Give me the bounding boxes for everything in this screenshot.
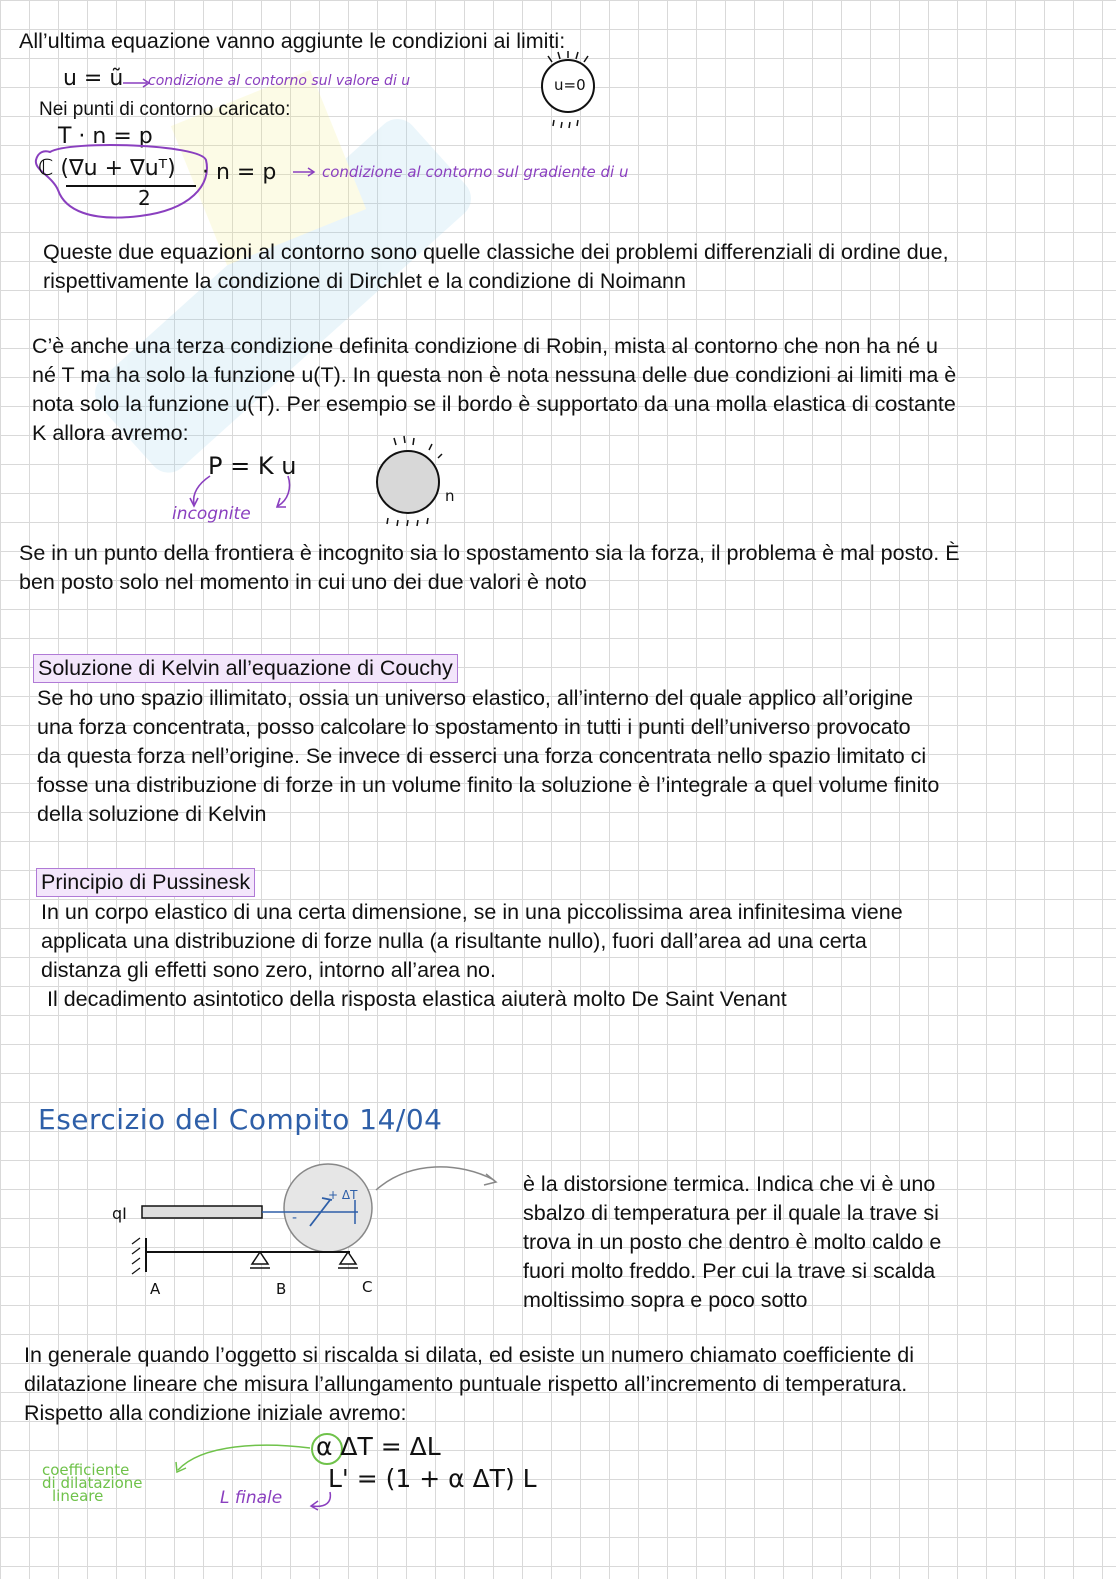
- coefficient-label-line2: di dilatazione: [42, 1474, 143, 1492]
- loaded-points-text: Nei punti di contorno caricato:: [39, 99, 291, 120]
- support-label-b: B: [276, 1280, 287, 1298]
- traction-formula: T · n = p: [58, 124, 153, 149]
- arrow-icon: [123, 77, 153, 89]
- dirichlet-formula: u = ũ: [63, 66, 124, 91]
- exercise-desc-line2: sbalzo di temperatura per il quale la trave si: [523, 1201, 939, 1225]
- circle-label: u=0: [554, 76, 586, 94]
- arrow-icon: [293, 166, 319, 178]
- para2-line4: K allora avremo:: [32, 421, 189, 445]
- pussinesk-heading: Principio di Pussinesk: [36, 868, 255, 897]
- kelvin-line5: della soluzione di Kelvin: [37, 802, 267, 826]
- plus-delta-t-label: + ΔT: [328, 1188, 358, 1202]
- para2-line3: nota solo la funzione u(T). Per esempio se il bordo è supportato da una molla elastica di costante: [32, 392, 956, 416]
- gradient-formula: ℂ (∇u + ∇uᵀ): [38, 156, 176, 181]
- coefficient-label-line3: lineare: [52, 1487, 104, 1505]
- exercise-desc-line3: trova in un posto che dentro è molto caldo e: [523, 1230, 942, 1254]
- minus-label: -: [292, 1210, 298, 1226]
- para4-line2: dilatazione lineare che misura l’allungamento puntuale rispetto all’incremento di temperatura.: [24, 1372, 908, 1396]
- dilation-eq1: α ΔT = ΔL: [316, 1432, 441, 1461]
- robin-formula: P = K u: [208, 452, 297, 480]
- load-label: qI: [112, 1204, 127, 1223]
- l-finale-label: L finale: [220, 1488, 283, 1508]
- para4-line3: Rispetto alla condizione iniziale avremo:: [24, 1401, 407, 1425]
- dilation-eq2: L' = (1 + α ΔT) L: [328, 1464, 537, 1493]
- fraction-line: [66, 184, 196, 188]
- spring-supported-circle-icon: [370, 432, 460, 532]
- para2-line2: né T ma ha solo la funzione u(T). In questa non è nota nessuna delle due condizioni ai limiti ma è: [32, 363, 957, 387]
- pussinesk-line3: distanza gli effetti sono zero, intorno all’area no.: [41, 958, 496, 982]
- para3-line1: Se in un punto della frontiera è incognito sia lo spostamento sia la forza, il problema è mal posto. È: [19, 541, 960, 565]
- coefficient-label: [42, 1461, 143, 1505]
- kelvin-line3: da questa forza nell’origine. Se invece di esserci una forza concentrata nello spazio limitato ci: [37, 744, 927, 768]
- pussinesk-line4: Il decadimento asintotico della risposta elastica aiuterà molto De Saint Venant: [41, 987, 787, 1011]
- pussinesk-line1: In un corpo elastico di una certa dimensione, se in una piccolissima area infinitesima viene: [41, 900, 903, 924]
- coefficient-pointer-arrow: [172, 1440, 342, 1480]
- exercise-title: Esercizio del Compito 14/04: [38, 1103, 443, 1136]
- normal-label: n: [445, 487, 455, 505]
- incognite-label: incognite: [172, 504, 251, 524]
- support-label-c: C: [362, 1278, 373, 1296]
- para3-line2: ben posto solo nel momento in cui uno dei due valori è noto: [19, 570, 587, 594]
- formula-highlight-loop: [30, 140, 210, 240]
- kelvin-line1: Se ho uno spazio illimitato, ossia un universo elastico, all’interno del quale applico all’origine: [37, 686, 914, 710]
- para2-line1: C’è anche una terza condizione definita condizione di Robin, mista al contorno che non ha né u: [32, 334, 938, 358]
- para1-line2: rispettivamente la condizione di Dirchlet e la condizione di Noimann: [43, 269, 686, 293]
- para4-line1: In generale quando l’oggetto si riscalda si dilata, ed esiste un numero chiamato coefficiente di: [24, 1343, 915, 1367]
- kelvin-line4: fosse una distribuzione di forze in un volume finito la soluzione è l’integrale a quel volume finito: [37, 773, 940, 797]
- beam-diagram: [110, 1160, 490, 1300]
- exercise-desc-line5: moltissimo sopra e poco sotto: [523, 1288, 808, 1312]
- fraction-denominator: 2: [138, 186, 151, 210]
- l-finale-arrow: [308, 1490, 338, 1514]
- coefficient-label-line1: coefficiente: [42, 1461, 130, 1479]
- kelvin-heading: Soluzione di Kelvin all’equazione di Couchy: [33, 654, 458, 683]
- pussinesk-line2: applicata una distribuzione di forze nulla (a risultante nullo), fuori dall’area ad una certa: [41, 929, 867, 953]
- kelvin-line2: una forza concentrata, posso calcolare lo spostamento in tutti i punti dell’universo provocato: [37, 715, 911, 739]
- para1-line1: Queste due equazioni al contorno sono quelle classiche dei problemi differenziali di ordine due,: [43, 240, 949, 264]
- gradient-formula-rhs: · n = p: [202, 160, 277, 185]
- neumann-note: condizione al contorno sul gradiente di u: [322, 163, 629, 181]
- exercise-desc-line1: è la distorsione termica. Indica che vi è uno: [523, 1172, 936, 1196]
- exercise-desc-line4: fuori molto freddo. Per cui la trave si scalda: [523, 1259, 936, 1283]
- dirichlet-note: condizione al contorno sul valore di u: [148, 73, 411, 89]
- support-label-a: A: [150, 1280, 161, 1298]
- intro-text: All’ultima equazione vanno aggiunte le condizioni ai limiti:: [19, 29, 566, 53]
